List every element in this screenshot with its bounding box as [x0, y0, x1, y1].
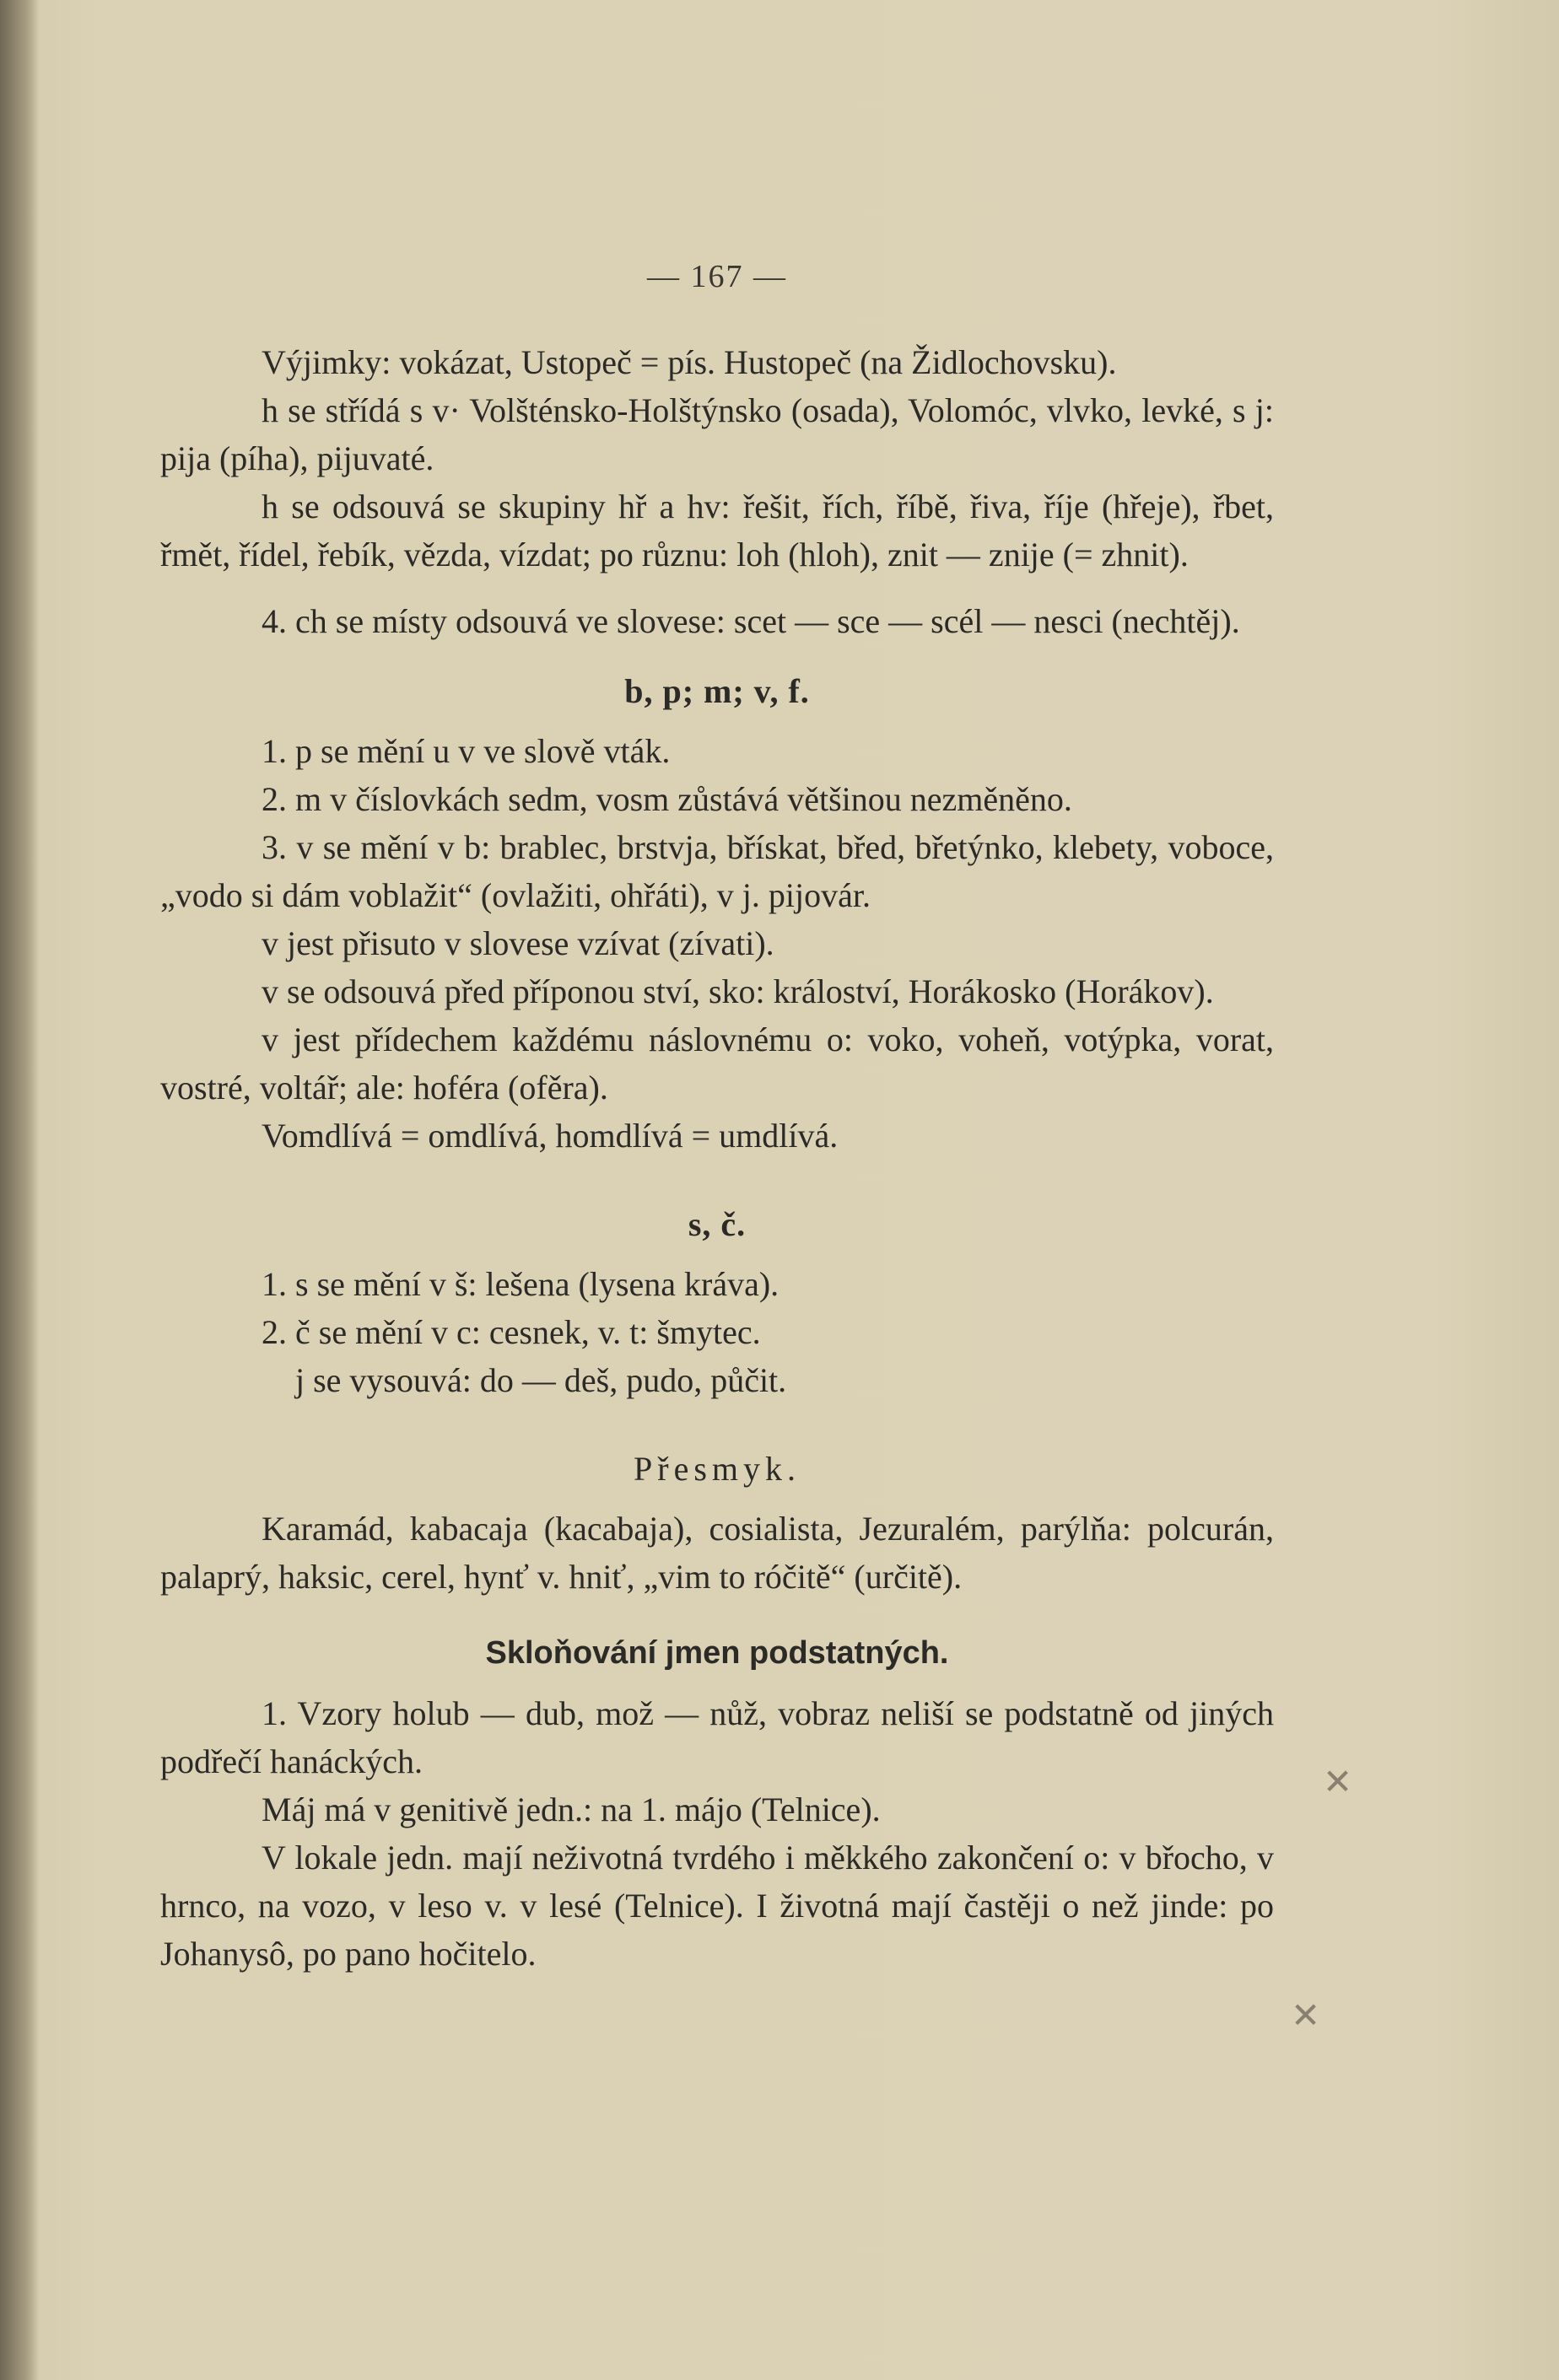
paragraph-maj-genitive: Máj má v genitivě jedn.: na 1. májo (Telnice).	[262, 1790, 881, 1828]
page-number: — 167 —	[647, 259, 787, 294]
paragraph-v-prosthetic: v jest přisuto v slovese vzívat (zívati).	[262, 924, 774, 962]
heading-presmyk: Přesmyk.	[634, 1450, 801, 1488]
pencil-mark-icon: ✕	[1291, 1995, 1321, 2036]
pencil-mark-icon: ✕	[1323, 1761, 1353, 1802]
paragraph-patterns: 1. Vzory holub — dub, mož — nůž, vobraz neliší se podstatně od jiných podřečí hanáckých.	[160, 1694, 1274, 1780]
paragraph-h-alternation: h se střídá s v· Volšténsko-Holštýnsko (osada), Volomóc, vlvko, levké, s j: pija (píha), pijuvaté.	[160, 391, 1274, 477]
heading-b-p-m-v-f: b, p; m; v, f.	[624, 672, 810, 710]
heading-declension: Skloňování jmen podstatných.	[485, 1635, 949, 1671]
page-text	[160, 253, 1274, 1978]
paragraph-m-numerals: 2. m v číslovkách sedm, vosm zůstává většinou nezměněno.	[262, 780, 1072, 818]
paragraph-s-change: 1. s se mění v š: lešena (lysena kráva).	[262, 1265, 780, 1303]
paragraph-locative: V lokale jedn. mají neživotná tvrdého i měkkého zakončení o: v břocho, v hrnco, na vozo, v leso v. v lesé (Telnice). I životná mají častěji o než jinde: po Johanysô, po pano hočitelo.	[160, 1839, 1274, 1973]
paragraph-h-omission: h se odsouvá se skupiny hř a hv: řešit, řích, říbě, řiva, říje (hřeje), řbet, řmět, řídel, řebík, vězda, vízdat; po různu: loh (hloh), znit — znije (= zhnit).	[160, 487, 1274, 573]
paragraph-p-change: 1. p se mění u v ve slově vták.	[262, 732, 671, 770]
paragraph-c-change: 2. č se mění v c: cesnek, v. t: šmytec.	[262, 1313, 761, 1351]
paragraph-metathesis: Karamád, kabacaja (kacabaja), cosialista, Jezuralém, parýlňa: polcurán, palaprý, haksic, cerel, hynť v. hniť, „vim to róčitě“ (určitě).	[160, 1510, 1274, 1596]
paragraph-ch-omission: 4. ch se místy odsouvá ve slovese: scet — sce — scél — nesci (nechtěj).	[262, 602, 1240, 640]
paragraph-exceptions: Výjimky: vokázat, Ustopeč = pís. Hustopeč (na Židlochovsku).	[262, 343, 1117, 381]
paragraph-v-to-b: 3. v se mění v b: brablec, brstvja, břískat, břed, břetýnko, klebety, voboce, „vodo si dám voblažit“ (ovlažiti, ohřáti), v j. pijovár.	[160, 828, 1274, 914]
book-gutter	[0, 0, 39, 2380]
paragraph-j-omission: j se vysouvá: do — deš, pudo, půčit.	[295, 1361, 787, 1399]
paragraph-v-aspirate: v jest přídechem každému náslovnému o: voko, voheň, votýpka, vorat, vostré, voltář; ale: hoféra (ofěra).	[160, 1020, 1274, 1107]
paragraph-vomdliva: Vomdlívá = omdlívá, homdlívá = umdlívá.	[262, 1117, 839, 1155]
heading-s-c: s, č.	[688, 1205, 747, 1243]
paragraph-v-omission: v se odsouvá před příponou ství, sko: králoství, Horákosko (Horákov).	[262, 972, 1214, 1010]
